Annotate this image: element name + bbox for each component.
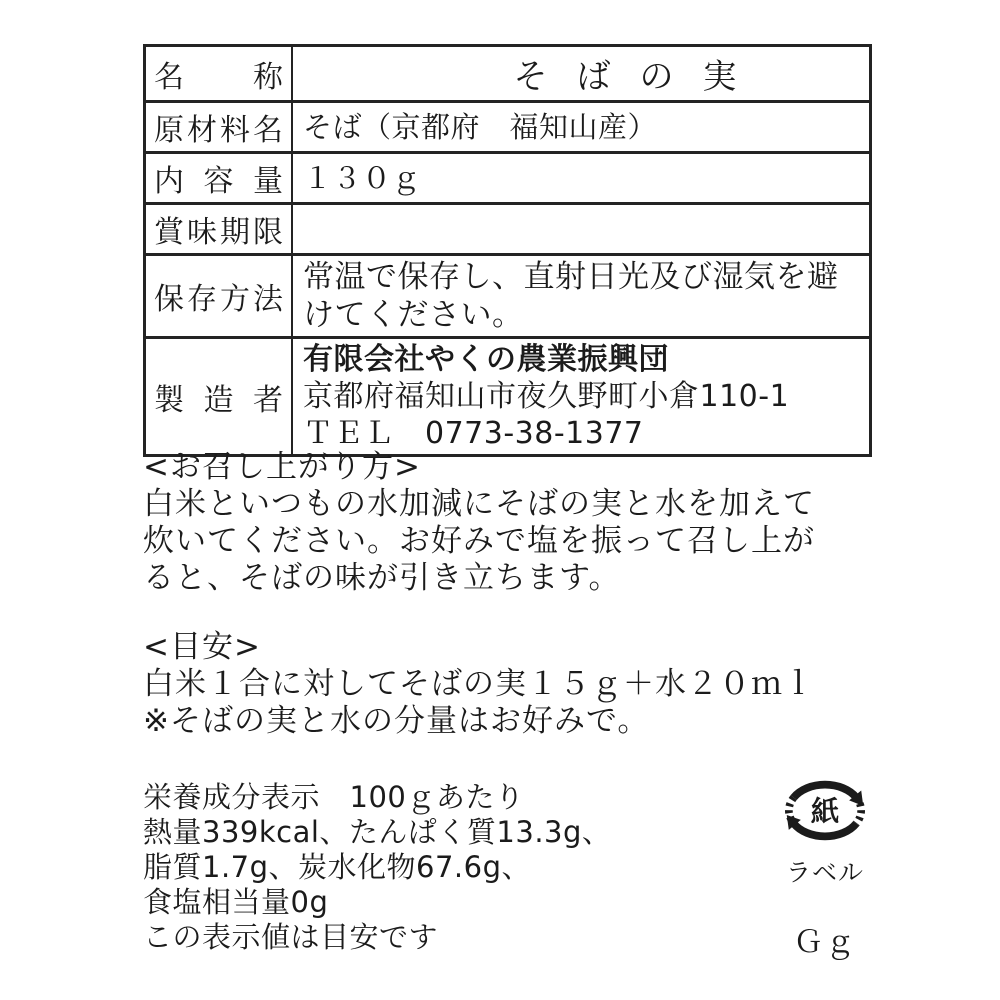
recycle-code: Ｇｇ [793,925,857,960]
nutrition-line: 熱量339kcal、たんぱく質13.3g、 [143,815,612,849]
row-label-net-content: 内 容 量 [146,154,293,202]
row-label-ingredients: 原 材 料 名 [146,103,293,151]
storage-line: けてください。 [303,297,524,333]
table-row-ingredients [146,103,869,154]
manufacturer-address: 京都府福知山市夜久野町小倉110-1 [303,379,790,414]
nutrition-facts-section [143,780,611,955]
nutrition-line: 食塩相当量0g [143,885,329,919]
product-name-value: そ ば の 実 [513,57,737,97]
nutrition-line: 脂質1.7g、炭水化物67.6g、 [143,850,532,884]
paper-recycle-icon [782,776,868,845]
table-row-storage [146,256,869,339]
serving-line: 白米といつもの水加減にそばの実と水を加えて [143,486,815,522]
serving-line: ると、そばの味が引き立ちます。 [143,560,621,596]
serving-heading: <お召し上がり方> [143,449,421,485]
row-label-best-before: 賞 味 期 限 [146,205,293,253]
ingredients-cell [293,103,869,151]
table-row-product-name [146,47,869,103]
product-name-cell [293,47,869,100]
guideline-heading: <目安> [143,629,261,665]
nutrition-title: 栄養成分表示 100ｇあたり [143,780,525,814]
table-row-manufacturer [146,339,869,454]
recycle-caption: ラベル [785,858,864,887]
nutrition-disclaimer: この表示値は目安です [143,920,439,954]
net-content-value: １３０ｇ [303,160,422,195]
row-label-storage: 保 存 方 法 [146,256,293,336]
table-row-best-before [146,205,869,256]
storage-line: 常温で保存し、直射日光及び湿気を避 [303,259,839,295]
row-label-manufacturer: 製 造 者 [146,339,293,454]
guideline-section [143,629,815,740]
row-label-product-name: 名 称 [146,47,293,100]
recycle-mark-block [779,776,871,961]
manufacturer-cell [293,339,869,454]
recycle-symbol-kanji: 紙 [810,794,840,828]
manufacturer-phone: ＴＥＬ 0773-38-1377 [303,416,644,451]
ingredients-value: そば（京都府 福知山産） [303,109,658,144]
serving-instructions-section [143,449,815,597]
storage-cell [293,256,869,336]
guideline-line: 白米１合に対してそばの実１５ｇ＋水２０ｍｌ [143,666,815,702]
product-info-table [143,44,872,457]
serving-line: 炊いてください。お好みで塩を振って召し上が [143,523,815,559]
net-content-cell [293,154,869,202]
manufacturer-name: 有限会社やくの農業振興団 [303,342,669,377]
best-before-cell [293,205,869,253]
guideline-line: ※そばの実と水の分量はお好みで。 [143,703,650,739]
table-row-net-content [146,154,869,205]
